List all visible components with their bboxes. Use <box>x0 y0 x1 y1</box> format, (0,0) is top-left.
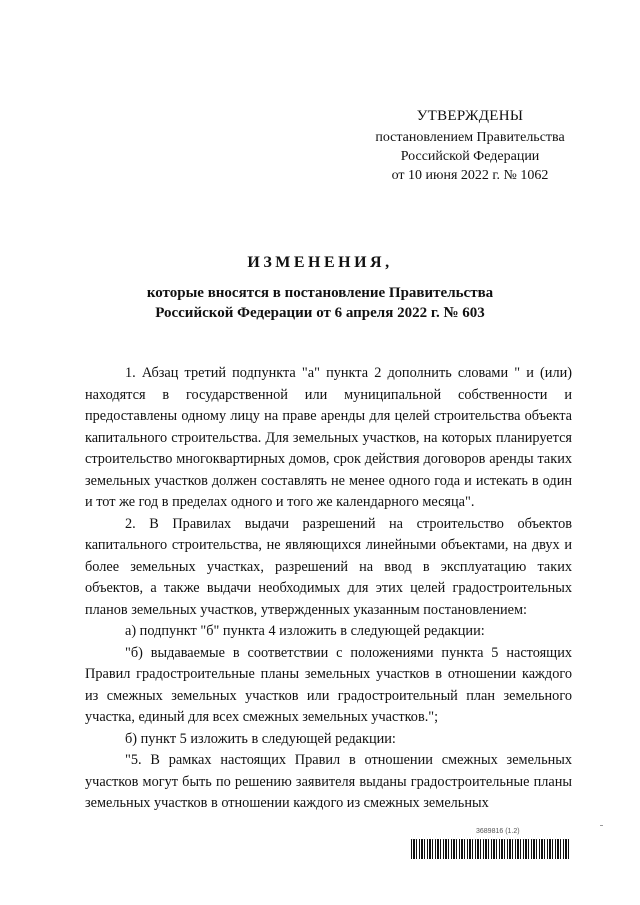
paragraph: 2. В Правилах выдачи разрешений на строительство объектов капитального строительства, не являющихся линейными объектами, на двух и более земельных участках, разрешений на ввод в эксплуатацию таких объектов, а также выдачи необходимых для этих целей градостроительных планов земельных участков, утвержденных указанным постановлением: <box>85 515 572 618</box>
document-title: ИЗМЕНЕНИЯ, <box>247 254 393 271</box>
paragraph: а) подпункт "б" пункта 4 изложить в следующей редакции: <box>125 623 485 639</box>
approval-line-1: постановлением Правительства <box>375 130 565 145</box>
approval-heading: УТВЕРЖДЕНЫ <box>416 108 524 124</box>
document-subtitle <box>0 283 640 323</box>
page-mark <box>600 825 603 826</box>
barcode-icon <box>411 839 571 859</box>
paragraph: б) пункт 5 изложить в следующей редакции: <box>125 730 396 747</box>
document-stamp: 3689816 (1.2) <box>476 828 520 835</box>
approval-line-3: от 10 июня 2022 г. № 1062 <box>391 168 549 183</box>
approval-line-2: Российской Федерации <box>400 149 540 164</box>
approval-block <box>340 108 600 185</box>
paragraph: 1. Абзац третий подпункта "а" пункта 2 дополнить словами " и (или) находятся в государственной или муниципальной собственности и предоставлены одному лицу на праве аренды для целей строительства объекта капитального строительства. Для земельных участков, на которых планируется строительство многоквартирных домов, срок действия договоров аренды таких земельных участков должен составлять не менее одного года и истекать в один и тот же год в пределах одного и того же календарного месяца". <box>85 365 572 510</box>
subtitle-line-2: Российской Федерации от 6 апреля 2022 г. № 603 <box>155 305 485 321</box>
document-body <box>85 363 572 815</box>
paragraph: "5. В рамках настоящих Правил в отношении смежных земельных участков могут быть по решению заявителя выданы градостроительные планы земельных участков в отношении каждого из смежных земельных <box>85 752 572 811</box>
paragraph: "б) выдаваемые в соответствии с положениями пункта 5 настоящих Правил градостроительные планы земельных участков в отношении каждого из смежных земельных участков или градостроительный план земельного участка, единый для всех смежных земельных участков."; <box>85 644 572 725</box>
subtitle-line-1: которые вносятся в постановление Правительства <box>146 285 494 301</box>
